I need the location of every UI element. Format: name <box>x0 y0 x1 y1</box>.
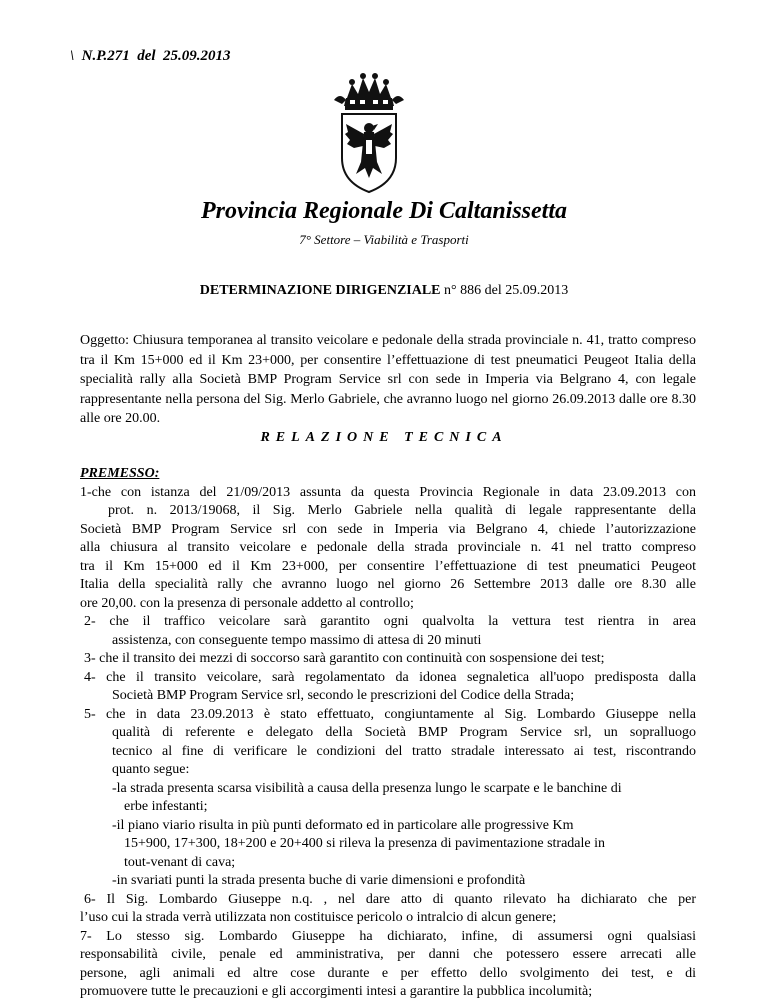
body-line: Società BMP Program Service srl con sede in Imperia via Belgrano 4, chiede l’autorizzazione <box>80 521 696 537</box>
body-line: assistenza, con conseguente tempo massimo di attesa di 20 minuti <box>112 632 482 648</box>
body-line: Italia della specialità rally che avranno luogo nel giorno 26 Settembre 2013 dalle ore 8.30 alle <box>80 577 696 592</box>
section-title: RELAZIONE TECNICA <box>260 430 508 445</box>
body-line: 5- che in data 23.09.2013 è stato effettuato, congiuntamente al Sig. Lombardo Giuseppe nella <box>84 706 696 722</box>
body-line: persone, agli animali ed altre cose durante e per effetto dello svolgimento dei test, e di <box>80 965 696 981</box>
body-line: -in svariati punti la strada presenta buche di varie dimensioni e profondità <box>112 873 526 888</box>
body-line: erbe infestanti; <box>124 799 208 814</box>
body-line: 1-che con istanza del 21/09/2013 assunta da questa Provincia Regionale in data 23.09.2013 con <box>80 484 696 500</box>
body-line: l’uso cui la strada verrà utilizzata non costituisce pericolo o intralcio di alcun genere; <box>80 910 557 925</box>
department-subtitle: 7° Settore – Viabilità e Trasporti <box>299 232 469 247</box>
body-line: 7- Lo stesso sig. Lombardo Giuseppe ha dichiarato, infine, di assumersi ogni qualsiasi <box>80 928 696 944</box>
body-line: tecnico al fine di verificare le condizioni del tratto stradale interessato ai test, riscontrando <box>112 743 696 759</box>
body-line: tra il Km 15+000 ed il Km 23+000, per consentire l’effettuazione di test pneumatici Peugeot <box>80 558 696 574</box>
body-line: -la strada presenta scarsa visibilità a causa della presenza lungo le scarpate e le banchine di <box>112 780 622 796</box>
body-line: responsabilità civile, penale ed amministrativa, per danni che potessero essere arrecati alle <box>80 947 696 962</box>
body-line: Società BMP Program Service srl, secondo le prescrizioni del Codice della Strada; <box>112 688 575 703</box>
coat-of-arms-icon <box>330 70 408 195</box>
body-line: 3- che il transito dei mezzi di soccorso sarà garantito con continuità con sospensione dei test; <box>84 651 605 666</box>
body-line: ore 20,00. con la presenza di personale addetto al controllo; <box>80 595 414 611</box>
subject-text: Oggetto: Chiusura temporanea al transito veicolare e pedonale della strada provinciale n. 41, tratto compreso tra il Km 15+000 ed il Km 23+000, per consentire l’effettuazione di test pneumatici Peugeot Italia della specialità rally alla Società BMP Program Service srl con sede in Imperia via Belgrano 4, con legale rappresentante nella persona del Sig. Merlo Gabriele, che avranno luogo nel giorno 26.09.2013 dalle ore 8.30 alle ore 20.00. <box>80 333 696 426</box>
body-line: promuovere tutte le precauzioni e gli accorgimenti intesi a garantire la pubblica incolumità; <box>80 984 593 999</box>
premesso-heading: PREMESSO: <box>80 466 160 481</box>
body-line: tout-venant di cava; <box>124 854 236 870</box>
body-line: 2- che il traffico veicolare sarà garantito ogni qualvolta la vettura test rientra in area <box>84 614 696 629</box>
body-line: 6- Il Sig. Lombardo Giuseppe n.q. , nel dare atto di quanto rilevato ha dichiarato che per <box>84 891 696 907</box>
determination-line <box>0 283 768 299</box>
premesso-section <box>80 465 696 1002</box>
body-line: prot. n. 2013/19068, il Sig. Merlo Gabriele nella qualità di legale rappresentante della <box>108 503 696 518</box>
determination-number: n° 886 del 25.09.2013 <box>440 283 569 298</box>
body-line: alla chiusura al transito veicolare e pedonale della strada provinciale n. 41 nel tratto compreso <box>80 540 696 555</box>
body-line: 15+900, 17+300, 18+200 e 20+400 si rileva la presenza di pavimentazione stradale in <box>124 836 606 851</box>
subject-paragraph <box>80 331 696 429</box>
body-line: qualità di referente e delegato della Società BMP Program Service srl, un sopralluogo <box>112 725 696 740</box>
organization-title: Provincia Regionale Di Caltanissetta <box>200 198 567 224</box>
body-line: quanto segue: <box>112 762 190 777</box>
body-line: -il piano viario risulta in più punti deformato ed in particolare alle progressive Km <box>112 817 574 833</box>
protocol-number: \ N.P.271 del 25.09.2013 <box>70 48 231 64</box>
determination-label: DETERMINAZIONE DIRIGENZIALE <box>199 283 441 298</box>
body-line: 4- che il transito veicolare, sarà regolamentato da idonea segnaletica all'uopo predisposta dalla <box>84 669 696 685</box>
